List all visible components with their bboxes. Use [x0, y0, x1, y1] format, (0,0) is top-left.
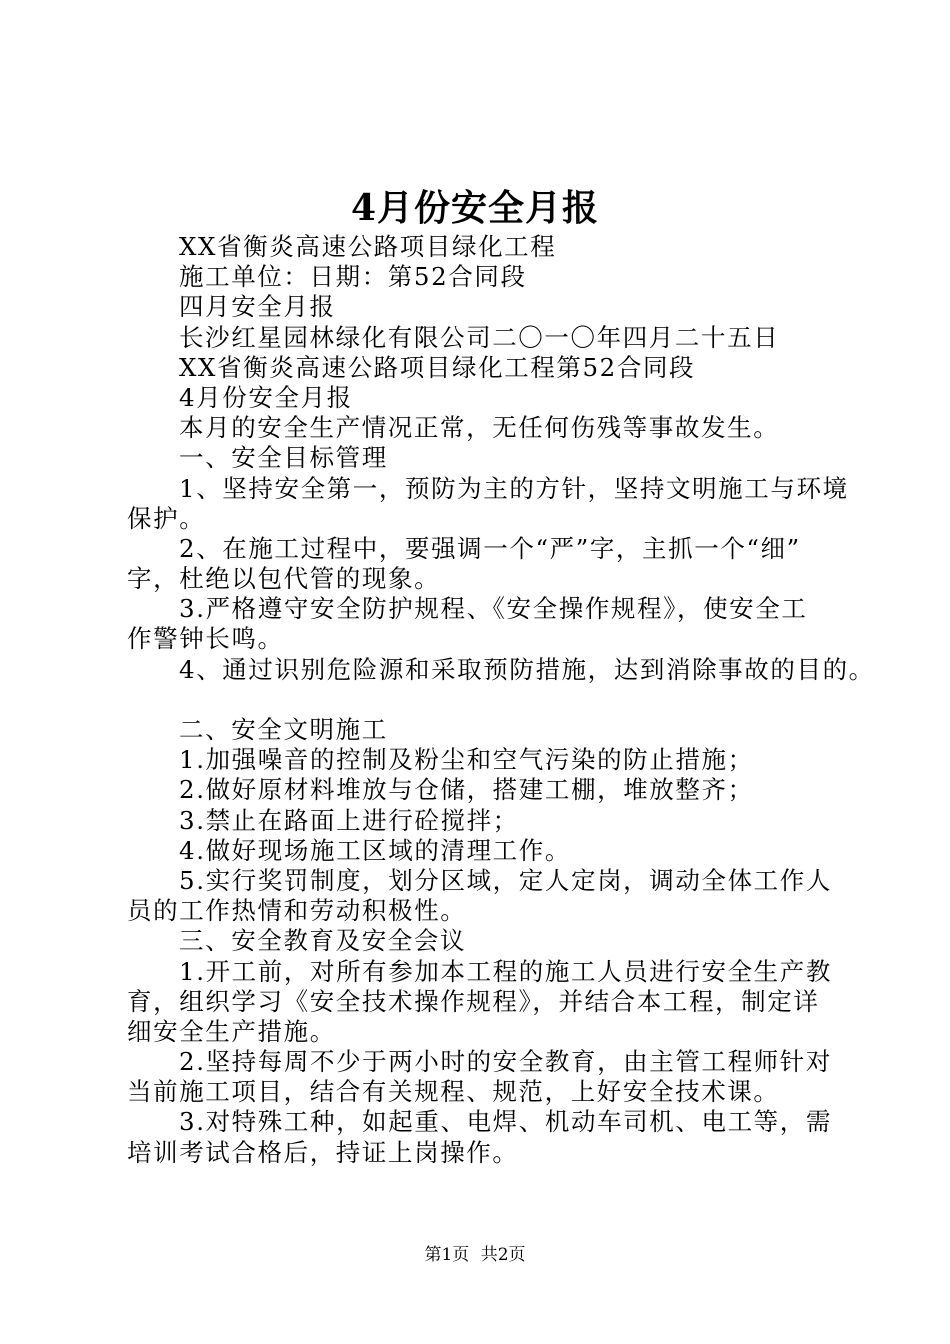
- page-total: 共2页: [480, 1245, 526, 1265]
- text-line: 1.开工前，对所有参加本工程的施工人员进行安全生产教: [179, 956, 832, 986]
- text-line: 保护。: [127, 503, 206, 533]
- text-line: 施工单位：日期：第52合同段: [179, 262, 527, 292]
- document-body: [127, 232, 875, 1168]
- text-line: 3.对特殊工种，如起重、电焊、机动车司机、电工等，需: [179, 1107, 832, 1137]
- text-line: 2.做好原材料堆放与仓储，搭建工棚，堆放整齐；: [179, 775, 754, 805]
- text-line: 5.实行奖罚制度，划分区域，定人定岗，调动全体工作人: [179, 865, 832, 895]
- text-line: 育，组织学习《安全技术操作规程》，并结合本工程，制定详: [127, 986, 820, 1016]
- text-line: 细安全生产措施。: [127, 1016, 336, 1046]
- text-line: 当前施工项目，结合有关规程、规范，上好安全技术课。: [127, 1077, 780, 1107]
- text-line: 2.坚持每周不少于两小时的安全教育，由主管工程师针对: [179, 1047, 832, 1077]
- text-line: 培训考试合格后，持证上岗操作。: [127, 1137, 519, 1167]
- text-line: 2、在施工过程中，要强调一个“严”字，主抓一个“细”: [179, 533, 801, 563]
- page-footer: [0, 1243, 950, 1267]
- text-line: 员的工作热情和劳动积极性。: [127, 896, 467, 926]
- text-line: 4.做好现场施工区域的清理工作。: [179, 835, 571, 865]
- text-line: 本月的安全生产情况正常，无任何伤残等事故发生。: [179, 413, 780, 443]
- page-number: 第1页: [424, 1245, 470, 1265]
- text-line: 3.禁止在路面上进行砼搅拌；: [179, 805, 519, 835]
- text-line: 字，杜绝以包代管的现象。: [127, 564, 441, 594]
- text-line: 作警钟长鸣。: [127, 624, 284, 654]
- text-line: 3.严格遵守安全防护规程、《安全操作规程》，使安全工: [179, 594, 808, 624]
- text-line: 4月份安全月报: [179, 382, 353, 412]
- document-title: 4月份安全月报: [350, 187, 600, 229]
- text-line: XX省衡炎高速公路项目绿化工程第52合同段: [179, 352, 696, 382]
- blank-line: [127, 685, 847, 715]
- text-line: 1.加强噪音的控制及粉尘和空气污染的防止措施；: [179, 745, 754, 775]
- text-line: 4、通过识别危险源和采取预防措施，达到消除事故的目的。: [179, 654, 875, 684]
- text-line: 四月安全月报: [179, 292, 336, 322]
- section-heading: 三、安全教育及安全会议: [179, 926, 467, 956]
- text-line: 长沙红星园林绿化有限公司二〇一〇年四月二十五日: [179, 322, 780, 352]
- section-heading: 一、安全目标管理: [179, 443, 388, 473]
- section-heading: 二、安全文明施工: [179, 715, 388, 744]
- text-line: 1、坚持安全第一，预防为主的方针，坚持文明施工与环境: [179, 473, 849, 503]
- text-line: XX省衡炎高速公路项目绿化工程: [179, 232, 557, 261]
